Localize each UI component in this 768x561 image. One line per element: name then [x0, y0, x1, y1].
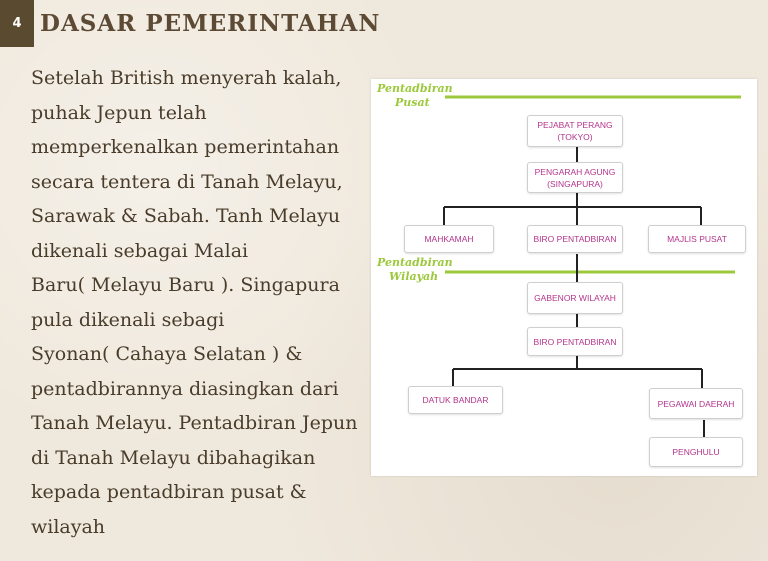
- node-mahkamah-label: MAHKAMAH: [424, 234, 474, 244]
- node-pengarah-agung-label: PENGARAH AGUNG: [534, 166, 616, 177]
- level-label-wilayah-line1: Pentadbiran: [377, 256, 453, 269]
- node-pengarah-agung: [527, 162, 623, 193]
- level-label-wilayah: [377, 256, 453, 284]
- node-pegawai-daerah-label: PEGAWAI DAERAH: [657, 398, 735, 409]
- slide-title: DASAR PEMERINTAHAN: [40, 10, 381, 37]
- node-pejabat-perang-sublabel: (TOKYO): [557, 132, 593, 142]
- node-biro-pentadbiran-wilayah: [527, 327, 623, 356]
- node-pegawai-daerah: [649, 388, 743, 419]
- node-majlis-pusat-label: MAJLIS PUSAT: [667, 234, 727, 244]
- node-biro-pentadbiran-wilayah-label: BIRO PENTADBIRAN: [533, 336, 617, 347]
- node-datuk-bandar-label: DATUK BANDAR: [422, 395, 489, 405]
- node-mahkamah: [404, 225, 494, 253]
- node-pejabat-perang-label: PEJABAT PERANG: [537, 120, 613, 130]
- node-biro-pentadbiran-pusat-label: BIRO PENTADBIRAN: [533, 234, 617, 244]
- node-penghulu-label: PENGHULU: [672, 447, 720, 457]
- node-datuk-bandar: [408, 386, 503, 414]
- org-chart: [371, 79, 757, 476]
- node-biro-pentadbiran-pusat: [527, 225, 623, 253]
- level-label-pusat-line1: Pentadbiran: [377, 82, 453, 95]
- node-pejabat-perang: [527, 115, 623, 147]
- slide-number: 4: [0, 0, 34, 47]
- body-paragraph: Setelah British menyerah kalah, puhak Jepun telah memperkenalkan pemerintahan secara tentera di Tanah Melayu, Sarawak & Sabah. Tanh Melayu dikenali sebagai Malai Baru( Melayu Baru ). Singapura pula dikenali sebagi Syonan( Cahaya Selatan ) & pentadbirannya diasingkan dari Tanah Melayu. Pentadbiran Jepun di Tanah Melayu dibahagikan kepada pentadbiran pusat & wilayah: [31, 67, 358, 538]
- node-gabenor-wilayah: [527, 282, 623, 314]
- node-pengarah-agung-sublabel: (SINGAPURA): [547, 178, 603, 189]
- node-penghulu: [649, 437, 743, 467]
- level-label-pusat-line2: Pusat: [395, 96, 430, 109]
- node-majlis-pusat: [648, 225, 746, 253]
- level-label-wilayah-line2: Wilayah: [389, 270, 439, 283]
- level-label-pusat: [377, 82, 453, 110]
- node-gabenor-wilayah-label: GABENOR WILAYAH: [534, 293, 616, 303]
